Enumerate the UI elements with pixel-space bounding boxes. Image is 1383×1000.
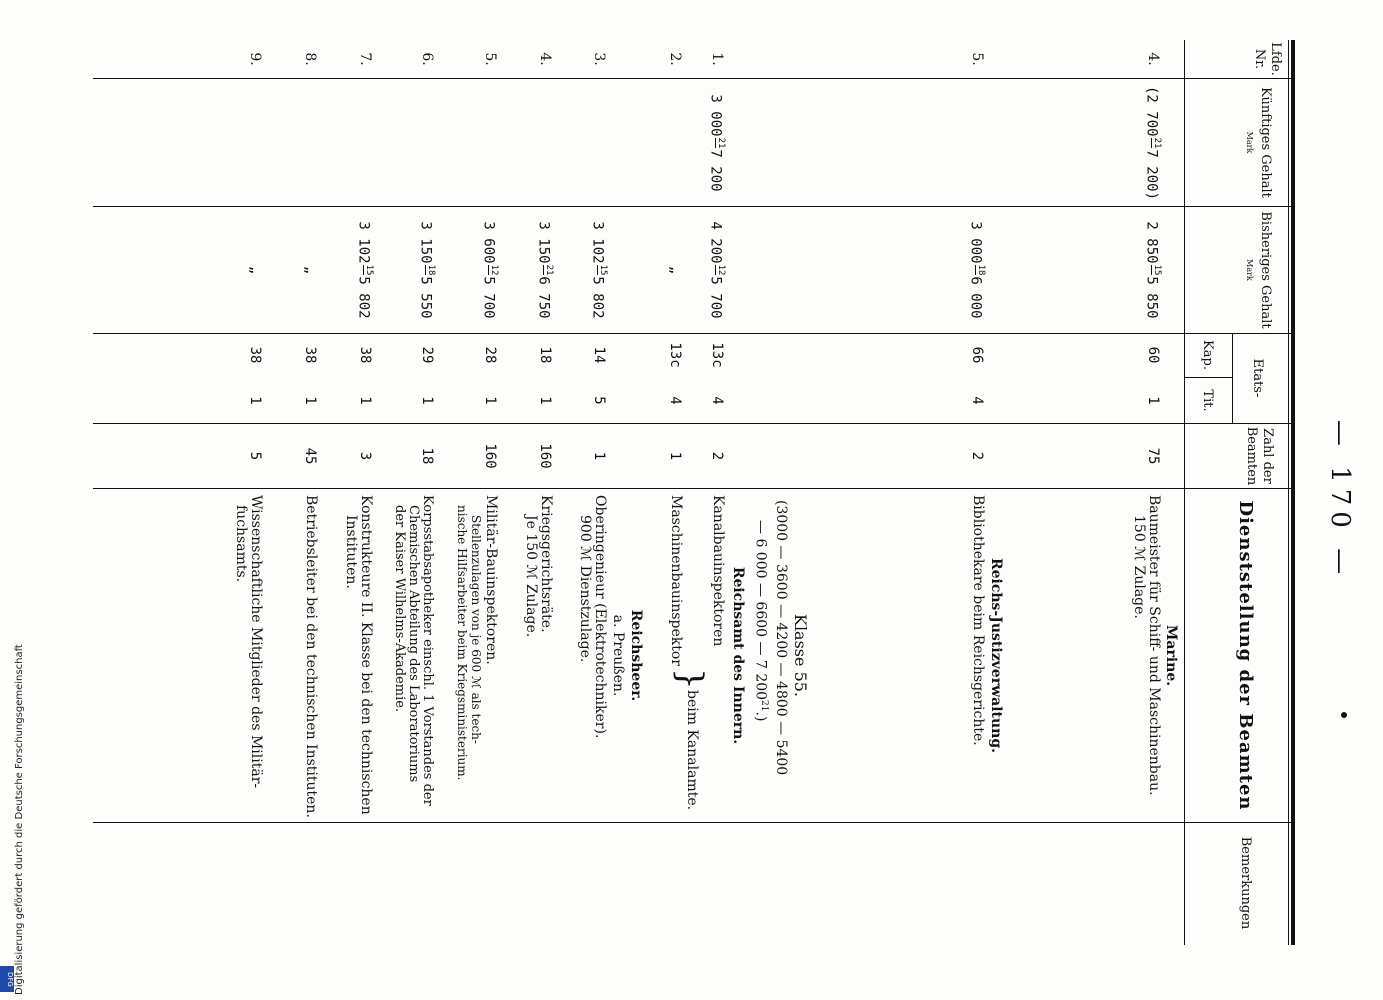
marine-line1: Baumeister für Schiff- und Maschinenbau. [1146,495,1162,796]
kuenftig-end: 7 200) [1143,149,1160,200]
klasse-scale2-sup: 21 [759,700,769,712]
bisher-end: 5 802 [355,276,372,319]
cell-nr: 2. [667,52,683,66]
bisher-fraction-den [706,265,715,276]
kuenftig-fraction-num: 21 [1152,137,1162,149]
header-kuenftig-unit: Mark [1245,131,1254,154]
row6-line3: der Kaiser Wilhelms-Akademie. [392,505,407,713]
top-double-rule [1291,40,1295,945]
cell-tit: 4 [709,396,725,405]
klasse-heading: Klasse 55. [791,613,810,698]
bisher-start: „ [302,265,318,275]
bisher-start: 3 150 [417,221,434,264]
kuenftig-start: 3 000 [707,94,724,137]
cell-zahl: 160 [537,443,553,469]
cell-nr: 3. [591,52,607,66]
bisher-fraction-num: 18 [976,264,986,276]
bisher-fraction [966,265,985,276]
klasse-scale2-text: — 6 000 — 6600 — 7 200 [752,520,769,701]
cell-bisher [588,207,607,333]
bisher-fraction-num: 15 [598,264,608,276]
row3-line1: Oberingenieur (Elektrotechniker). [592,495,608,739]
cell-zahl: 2 [969,451,985,461]
section-innern: Reichsamt des Innern. [730,566,746,745]
bisher-fraction [1142,265,1161,276]
bisher-end: 6 000 [967,276,984,319]
cell-kap: 28 [482,346,498,364]
row7-line2: Instituten. [343,515,359,589]
cell-tit: 1 [247,396,263,405]
header-tit: Tit. [1200,389,1215,412]
bisher-fraction-num: 15 [1152,264,1162,276]
bisher-fraction [706,265,725,276]
cell-zahl: 5 [247,451,263,461]
row7-line1: Konstrukteure II. Klasse bei den technischen [358,495,374,815]
bisher-fraction-den [354,265,363,276]
cell-tit: 1 [419,396,435,405]
kuenftig-start: (2 700 [1143,86,1160,137]
cell-kap: 18 [537,346,553,364]
bisher-start: 3 600 [480,221,497,264]
cell-bisher [1142,207,1161,333]
bisher-start: 2 850 [1143,221,1160,264]
cell-tit: 1 [482,396,498,405]
cell-bisher [534,207,553,333]
cell-nr: 4. [537,52,553,66]
bisher-end: 5 550 [417,276,434,319]
cell-tit: 1 [537,396,553,405]
row6-line2: Chemischen Abteilung des Laboratoriums [406,505,421,783]
innern-line1: Kanalbauinspektoren [710,495,726,647]
heer-sub: a. Preußen. [610,614,626,697]
cell-zahl: 160 [482,443,498,469]
col-sep-3 [93,333,1293,334]
cell-bisher [416,207,435,333]
bisher-fraction-den [534,265,543,276]
bisher-fraction-den [416,265,425,276]
cell-bisher [966,207,985,333]
cell-zahl: 75 [1145,447,1161,465]
bisher-fraction [416,265,435,276]
bisher-start: 3 150 [535,221,552,264]
bisher-end: 5 802 [589,276,606,319]
cell-kap: 66 [969,346,985,364]
bisher-start: „ [247,265,263,275]
cell-zahl: 1 [667,451,683,461]
row3-line2: 900 ℳ Dienstzulage. [577,515,593,663]
header-kuenftig [1241,79,1273,206]
bisher-fraction [479,265,498,276]
bisher-end: 5 700 [480,276,497,319]
kuenftig-fraction-den [1142,138,1151,149]
bisher-start: 3 000 [967,221,984,264]
bisher-fraction-num: 12 [716,264,726,276]
header-bisher-unit: Mark [1245,259,1254,281]
cell-tit: 1 [302,396,318,405]
cell-bisher [706,207,725,333]
cell-zahl: 1 [591,451,607,461]
row9-line1: Wissenschaftliche Mitglieder des Militär- [248,495,264,789]
row5-line2: Stellenzulagen von je 600 ℳ als tech- [469,515,483,744]
cell-kuenftig [706,80,725,206]
cell-zahl: 45 [302,447,318,465]
bisher-fraction-den [1142,265,1151,276]
bisher-fraction-num: 18 [426,264,436,276]
cell-bisher [301,207,318,333]
cell-nr: 6. [419,52,435,66]
cell-nr: 9. [247,52,263,66]
row5-line3: nische Hilfsarbeiter beim Kriegsministerium. [455,505,469,781]
cell-nr: 1. [709,52,725,66]
bisher-end: 5 850 [1143,276,1160,319]
bisher-end: 5 700 [707,276,724,319]
header-rule [1184,40,1185,945]
cell-kap: 13c [667,342,683,368]
etats-rule [1232,333,1233,423]
col-sep-6 [93,822,1293,823]
cell-nr: 5. [969,52,985,66]
section-heer: Reichsheer. [628,609,644,702]
header-zahl: Zahl der Beamten [1244,426,1275,486]
klasse-scale1: (3000 — 3600 — 4200 — 4800 — 5400 [773,500,789,776]
row5-line1: Militär-Bauinspektoren. [483,495,499,665]
cell-kap: 14 [591,346,607,364]
col-sep-1 [93,78,1293,79]
bisher-fraction-den [588,265,597,276]
bisher-start: 3 102 [589,221,606,264]
funding-note: Digitalisierung gefördert durch die Deutsche Forschungsgemeinschaft [14,644,25,995]
top-rule-thin [1288,40,1289,945]
header-etats: Etats- [1250,358,1265,398]
cell-zahl: 2 [709,451,725,461]
cell-kap: 38 [302,346,318,364]
innern-brace-text: beim Kanalamte. [684,690,700,811]
bisher-fraction [354,265,373,276]
bisher-fraction-num: 21 [544,264,554,276]
header-bisher-label: Bisheriges Gehalt [1258,211,1273,329]
marine-line2: 150 ℳ Zulage. [1131,515,1147,619]
row4-line1: Kriegsgerichtsräte. [538,495,554,633]
cell-tit: 4 [667,396,683,405]
col-sep-4 [93,423,1293,424]
header-kap: Kap. [1200,340,1215,370]
col-sep-5 [93,488,1293,489]
bisher-fraction [534,265,553,276]
bisher-start: 4 200 [707,221,724,264]
kuenftig-fraction [1142,138,1161,149]
innern-line2: Maschinenbauinspektor [668,495,684,667]
row4-line2: Je 150 ℳ Zulage. [523,515,539,638]
kuenftig-end: 7 200 [707,149,724,192]
klasse-scale2 [752,520,771,820]
row6-line1: Korpsstabsapotheker einschl. 1 Vorstandes der [420,495,435,806]
row9-line2: fuchsamts. [233,505,249,583]
cell-nr: 5. [482,52,498,66]
cell-tit: 4 [969,396,985,405]
bisher-fraction-den [966,265,975,276]
cell-bisher [479,207,498,333]
cell-tit: 5 [591,396,607,405]
cell-bisher [246,207,263,333]
section-justiz: Reichs-Justizverwaltung. [988,557,1004,754]
brace-icon: } [670,668,710,690]
header-bisher [1241,207,1273,333]
header-bemerkungen: Bemerkungen [1238,836,1253,930]
page-number: — 170 — [1325,419,1355,581]
header-kuenftig-label: Künftiges Gehalt [1258,87,1273,198]
dot-mark [1341,712,1347,718]
cell-kap: 38 [247,346,263,364]
kuenftig-fraction-num: 21 [716,137,726,149]
bisher-fraction-num: 12 [489,264,499,276]
bisher-end: 6 750 [535,276,552,319]
cell-tit: 1 [357,396,373,405]
col-sep-2 [93,206,1293,207]
cell-nr: 4. [1145,52,1161,66]
klasse-scale2-end: .) [752,711,769,722]
dfg-logo: DFG [0,966,14,992]
bisher-start: 3 102 [355,221,372,264]
bisher-fraction-num: 15 [364,264,374,276]
section-marine: Marine. [1163,624,1179,687]
bisher-fraction-den [479,265,488,276]
cell-kap: 29 [419,346,435,364]
kuenftig-fraction [706,138,725,149]
cell-nr: 8. [302,52,318,66]
cell-zahl: 3 [357,451,373,461]
justiz-line: Bibliothekare beim Reichsgerichte. [970,495,986,746]
cell-kuenftig [1142,80,1161,206]
bisher-start: „ [667,265,683,275]
kuenftig-fraction-den [706,138,715,149]
cell-kap: 13c [709,342,725,368]
cell-tit: 1 [1145,396,1161,405]
bisher-fraction [588,265,607,276]
cell-zahl: 18 [419,447,435,465]
cell-kap: 38 [357,346,373,364]
cell-nr: 7. [357,52,373,66]
header-dienststellung: Dienststellung der Beamten [1235,500,1256,811]
cell-bisher [666,207,683,333]
header-lfd: Lfde. Nr. [1252,42,1283,76]
row8-line1: Betriebsleiter bei den technischen Instituten. [303,495,319,818]
cell-bisher [354,207,373,333]
cell-kap: 60 [1145,346,1161,364]
